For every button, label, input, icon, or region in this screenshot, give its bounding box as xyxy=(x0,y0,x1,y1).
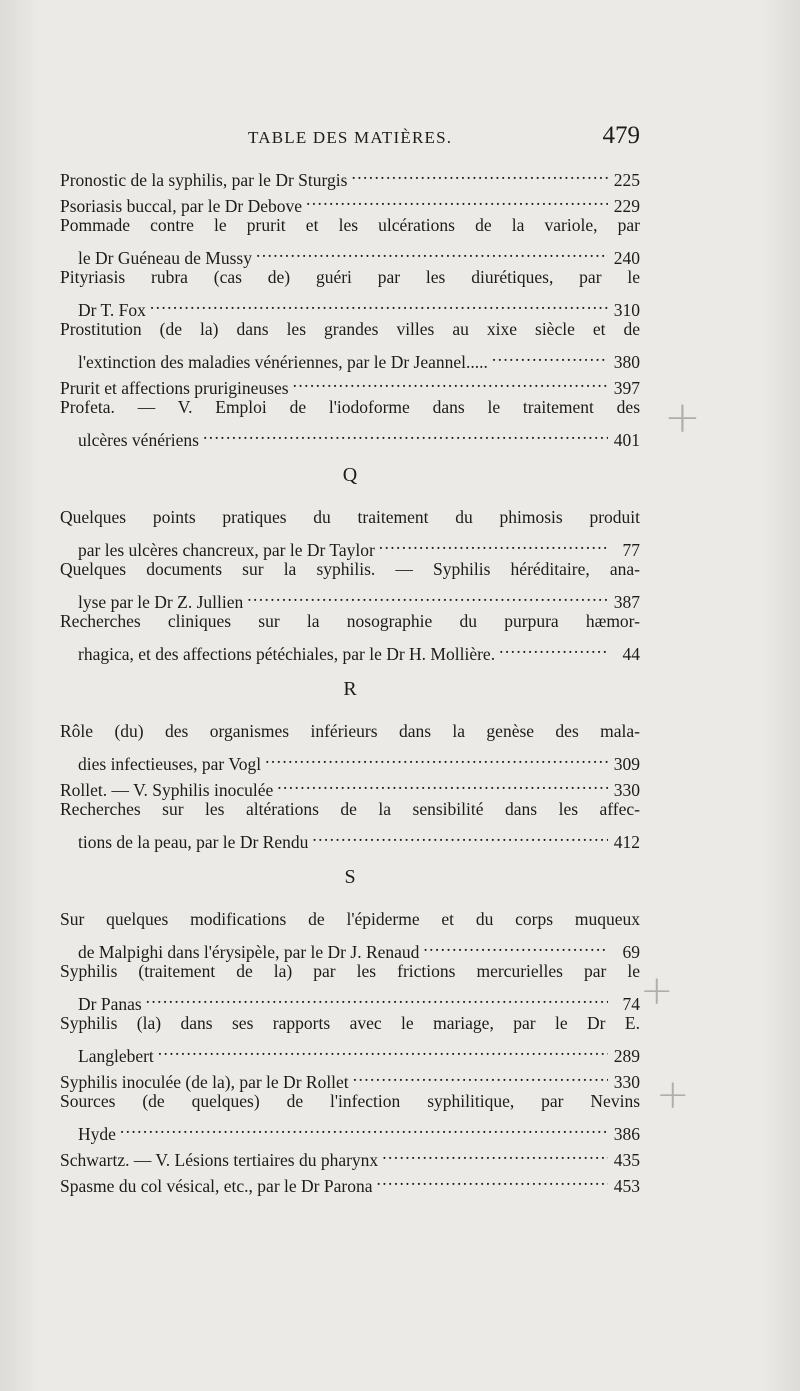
entry-text: dies infectieuses, par Vogl xyxy=(78,754,262,774)
dot-leader xyxy=(306,186,608,212)
entry-text: Pityriasis rubra (cas de) guéri par les diurétiques, par le xyxy=(60,267,640,287)
toc-entry-line xyxy=(60,1140,640,1170)
toc-entry-line xyxy=(60,316,640,342)
dot-leader xyxy=(492,342,608,368)
page-number: 479 xyxy=(602,122,640,149)
entry-text: tions de la peau, par le Dr Rendu xyxy=(78,832,309,852)
toc-entry-line xyxy=(60,238,640,268)
toc-entry-line xyxy=(60,582,640,612)
entry-text: Quelques documents sur la syphilis. — Syphilis héréditaire, ana- xyxy=(60,559,640,579)
table-of-contents xyxy=(60,160,640,1196)
toc-entry-line xyxy=(60,822,640,852)
dot-leader xyxy=(382,1140,608,1166)
entry-page-number: 401 xyxy=(613,430,640,450)
entry-text: Spasme du col vésical, etc., par le Dr Parona xyxy=(60,1176,373,1196)
entry-text: Recherches sur les altérations de la sensibilité dans les affec- xyxy=(60,799,640,819)
toc-entry xyxy=(60,556,640,612)
entry-text: Pronostic de la syphilis, par le Dr Sturgis xyxy=(60,170,348,190)
toc-entry xyxy=(60,394,640,450)
entry-text: Syphilis inoculée (de la), par le Dr Rollet xyxy=(60,1072,349,1092)
entry-page-number: 44 xyxy=(622,644,640,664)
entry-page-number: 310 xyxy=(613,300,640,320)
toc-entry-line xyxy=(60,718,640,744)
entry-text: le Dr Guéneau de Mussy xyxy=(78,248,252,268)
toc-entry-line xyxy=(60,958,640,984)
dot-leader xyxy=(379,530,608,556)
entry-text: Quelques points pratiques du traitement du phimosis produit xyxy=(60,507,640,527)
dot-leader xyxy=(499,634,608,660)
entry-text: Hyde xyxy=(78,1124,116,1144)
toc-entry-line xyxy=(60,504,640,530)
toc-entry xyxy=(60,316,640,372)
entry-text: Psoriasis buccal, par le Dr Debove xyxy=(60,196,303,216)
dot-leader xyxy=(353,1062,608,1088)
toc-entry xyxy=(60,796,640,852)
entry-text: de Malpighi dans l'érysipèle, par le Dr J. Renaud xyxy=(78,942,420,962)
toc-entry-line xyxy=(60,212,640,238)
section-letter: R xyxy=(343,678,357,700)
dot-leader xyxy=(265,744,608,770)
toc-entry-line xyxy=(60,608,640,634)
dot-leader xyxy=(277,770,608,796)
entry-page-number: 453 xyxy=(613,1176,640,1196)
entry-text: Prostitution (de la) dans les grandes villes au xixe siècle et de xyxy=(60,319,640,339)
dot-leader xyxy=(146,984,608,1010)
toc-entry xyxy=(60,958,640,1014)
entry-text: par les ulcères chancreux, par le Dr Taylor xyxy=(78,540,375,560)
entry-text: Prurit et affections prurigineuses xyxy=(60,378,289,398)
dot-leader xyxy=(423,932,608,958)
toc-entry-line xyxy=(60,1088,640,1114)
entry-text: l'extinction des maladies vénériennes, par le Dr Jeannel..... xyxy=(78,352,488,372)
entry-page-number: 69 xyxy=(622,942,640,962)
entry-text: Dr T. Fox xyxy=(78,300,146,320)
toc-entry-line xyxy=(60,420,640,450)
entry-text: rhagica, et des affections pétéchiales, par le Dr H. Mollière. xyxy=(78,644,496,664)
dot-leader xyxy=(293,368,608,394)
entry-text: Profeta. — V. Emploi de l'iodoforme dans le traitement des xyxy=(60,397,640,417)
entry-text: Schwartz. — V. Lésions tertiaires du pharynx xyxy=(60,1150,379,1170)
toc-entry xyxy=(60,1010,640,1066)
dot-leader xyxy=(312,822,608,848)
toc-entry-line xyxy=(60,796,640,822)
entry-text: Rôle (du) des organismes inférieurs dans la genèse des mala- xyxy=(60,721,640,741)
toc-entry-line xyxy=(60,634,640,664)
pencil-mark-cross: + xyxy=(656,1072,690,1118)
toc-entry-line xyxy=(60,984,640,1014)
entry-page-number: 380 xyxy=(613,352,640,372)
pencil-mark-cross: + xyxy=(640,968,674,1014)
toc-entry xyxy=(60,504,640,560)
entry-text: Recherches cliniques sur la nosographie du purpura hæmor- xyxy=(60,611,640,631)
entry-text: Syphilis (traitement de la) par les frictions mercurielles par le xyxy=(60,961,640,981)
toc-entry xyxy=(60,160,640,190)
entry-page-number: 386 xyxy=(613,1124,640,1144)
entry-text: ulcères vénériens xyxy=(78,430,199,450)
entry-page-number: 229 xyxy=(613,196,640,216)
entry-page-number: 387 xyxy=(613,592,640,612)
toc-entry xyxy=(60,264,640,320)
toc-entry-line xyxy=(60,394,640,420)
entry-text: Rollet. — V. Syphilis inoculée xyxy=(60,780,274,800)
entry-text: Dr Panas xyxy=(78,994,142,1014)
toc-entry-line xyxy=(60,264,640,290)
toc-entry xyxy=(60,608,640,664)
entry-page-number: 435 xyxy=(613,1150,640,1170)
dot-leader xyxy=(351,160,608,186)
toc-entry-line xyxy=(60,932,640,962)
entry-page-number: 289 xyxy=(613,1046,640,1066)
toc-entry xyxy=(60,1140,640,1170)
toc-entry-line xyxy=(60,744,640,774)
dot-leader xyxy=(203,420,608,446)
section-letter: Q xyxy=(342,464,358,486)
entry-text: Pommade contre le prurit et les ulcérations de la variole, par xyxy=(60,215,640,235)
running-title: TABLE DES MATIÈRES. xyxy=(248,128,453,147)
dot-leader xyxy=(256,238,608,264)
entry-text: lyse par le Dr Z. Jullien xyxy=(78,592,244,612)
toc-entry xyxy=(60,718,640,774)
dot-leader xyxy=(376,1166,608,1192)
dot-leader xyxy=(150,290,608,316)
entry-page-number: 77 xyxy=(622,540,640,560)
entry-page-number: 74 xyxy=(622,994,640,1014)
entry-text: Syphilis (la) dans ses rapports avec le mariage, par le Dr E. xyxy=(60,1013,640,1033)
entry-page-number: 309 xyxy=(613,754,640,774)
toc-entry xyxy=(60,1088,640,1144)
toc-entry-line xyxy=(60,1010,640,1036)
entry-page-number: 412 xyxy=(613,832,640,852)
entry-text: Langlebert xyxy=(78,1046,154,1066)
toc-entry-line xyxy=(60,342,640,372)
entry-text: Sources (de quelques) de l'infection syphilitique, par Nevins xyxy=(60,1091,640,1111)
entry-page-number: 330 xyxy=(613,1072,640,1092)
entry-page-number: 330 xyxy=(613,780,640,800)
toc-entry-line xyxy=(60,906,640,932)
entry-page-number: 397 xyxy=(613,378,640,398)
toc-entry-line xyxy=(60,290,640,320)
entry-page-number: 240 xyxy=(613,248,640,268)
dot-leader xyxy=(158,1036,608,1062)
toc-entry-line xyxy=(60,160,640,190)
dot-leader xyxy=(247,582,608,608)
dot-leader xyxy=(120,1114,608,1140)
toc-entry-line xyxy=(60,530,640,560)
entry-text: Sur quelques modifications de l'épiderme et du corps muqueux xyxy=(60,909,640,929)
toc-entry xyxy=(60,212,640,268)
toc-entry-line xyxy=(60,556,640,582)
entry-page-number: 225 xyxy=(613,170,640,190)
running-head xyxy=(60,122,640,154)
toc-entry-line xyxy=(60,1114,640,1144)
toc-entry xyxy=(60,906,640,962)
pencil-mark-cross: + xyxy=(664,392,701,443)
toc-entry-line xyxy=(60,1036,640,1066)
section-letter: S xyxy=(344,866,356,888)
